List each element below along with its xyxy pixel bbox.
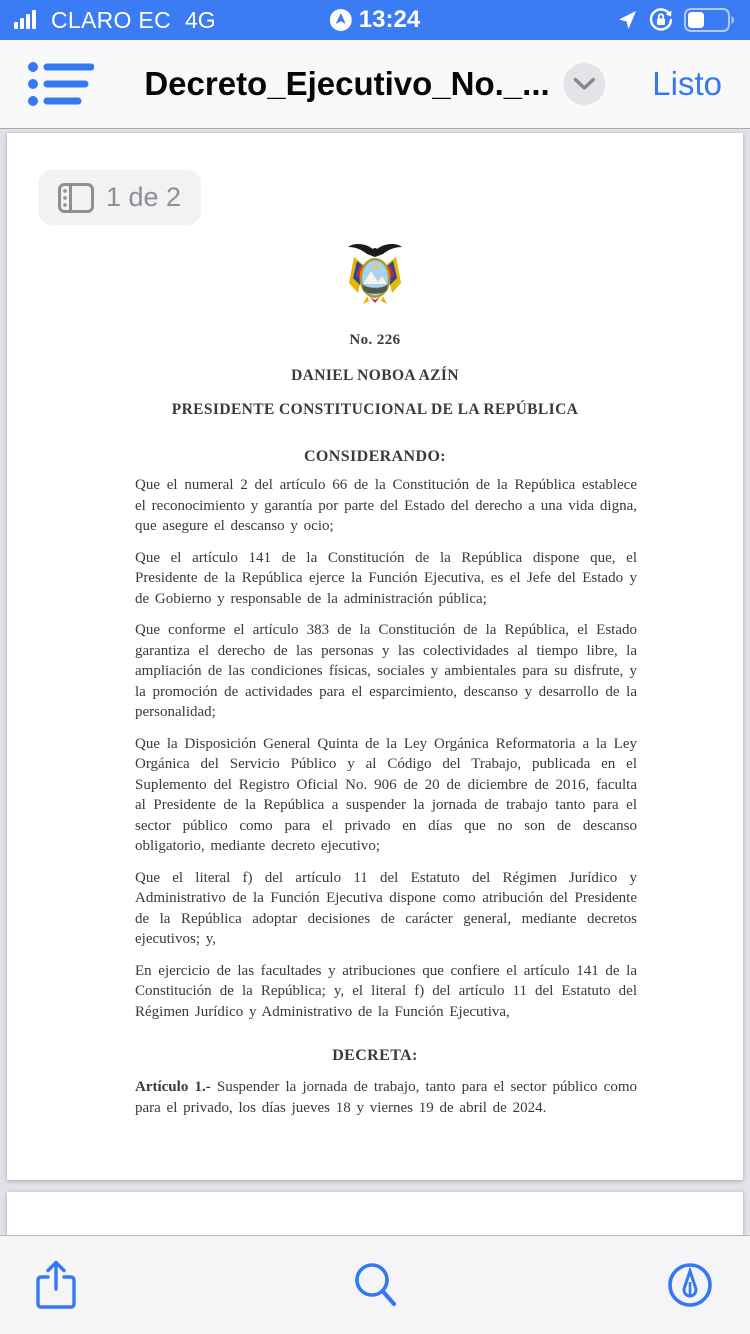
ecuador-coat-of-arms <box>7 133 743 316</box>
document-title: Decreto_Ejecutivo_No._... <box>144 65 550 102</box>
share-icon <box>35 1259 77 1311</box>
decree-number: No. 226 <box>349 332 401 348</box>
considerando-paragraph: Que conforme el artículo 383 de la Constitución de la República, el Estado garantiza el derecho de las personas y las colectividades al tiempo libre, la ampliación de las condiciones físicas, sociales y ambientales para su disfrute, y la promoción de actividades para el esparcimiento, descanso y desarrollo de la personalidad; <box>135 622 637 720</box>
done-button[interactable]: Listo <box>652 65 722 102</box>
share-button[interactable] <box>26 1255 86 1315</box>
orientation-lock-icon <box>648 7 674 33</box>
decreta-heading: DECRETA: <box>332 1047 418 1064</box>
considerando-heading: CONSIDERANDO: <box>303 448 447 465</box>
list-bullet-button[interactable] <box>28 59 94 109</box>
considerando-paragraph: Que el literal f) del artículo 11 del Estatuto del Régimen Jurídico y Administrativo de la Función Ejecutiva dispone como atribución del Presidente de la República adoptar decisiones de carácter general, mediante decretos ejecutivos; y, <box>135 869 637 947</box>
considerando-paragraph: Que el numeral 2 del artículo 66 de la Constitución de la República establece el reconocimiento y garantía por parte del Estado del derecho a una vida digna, que asegure el descanso y ocio; <box>135 477 637 534</box>
considerando-paragraph: En ejercicio de las facultades y atribuciones que confiere el artículo 141 de la Constitución de la República; y, el literal f) del artículo 11 del Estatuto del Régimen Jurídico y Administrativo de la Función Ejecutiva, <box>135 962 637 1020</box>
bottom-toolbar <box>0 1235 750 1334</box>
status-bar <box>0 0 750 40</box>
document-viewer[interactable] <box>0 130 750 1235</box>
markup-button[interactable] <box>660 1255 720 1315</box>
battery-icon <box>684 8 736 32</box>
decree-body <box>135 475 637 1022</box>
location-arrow-icon <box>616 9 638 31</box>
search-button[interactable] <box>345 1255 405 1315</box>
considerando-paragraph: Que la Disposición General Quinta de la Ley Orgánica Reformatoria a la Ley Orgánica del Servicio Público y al Código del Trabajo, publicada en el Suplemento del Registro Oficial No. 906 de 20 de diciembre de 2016, faculta al Presidente de la República a suspender la jornada de trabajo tanto para el sector público como para el privado en días que no son de descanso obligatorio, mediante decreto ejecutivo; <box>135 735 637 854</box>
decree-author: DANIEL NOBOA AZÍN <box>291 367 459 384</box>
list-bullet-icon <box>28 59 94 109</box>
nav-bar <box>0 40 750 129</box>
decree-author-title: PRESIDENTE CONSTITUCIONAL DE LA REPÚBLICA <box>171 401 579 418</box>
articulo-1-label: Artículo 1.- <box>135 1079 211 1095</box>
search-icon <box>352 1261 398 1309</box>
markup-icon <box>667 1262 713 1308</box>
considerando-paragraph: Que el artículo 141 de la Constitución de la República dispone que, el Presidente de la República ejerce la Función Ejecutiva, es el Jefe del Estado y de Gobierno y responsable de la administración pública; <box>135 549 637 607</box>
document-title-menu[interactable] <box>144 63 605 105</box>
document-page-2 <box>7 1192 743 1235</box>
page-indicator-label: 1 de 2 <box>106 182 182 212</box>
carrier-label: CLARO EC <box>51 6 171 33</box>
clock-label: 13:24 <box>358 6 421 33</box>
chevron-down-icon <box>574 77 596 91</box>
title-chevron-button[interactable] <box>564 63 606 105</box>
decree-document <box>7 133 743 1180</box>
navigation-active-icon <box>330 9 352 31</box>
document-page-1 <box>7 133 743 1180</box>
signal-bars-icon <box>14 10 41 30</box>
articulo-1-paragraph <box>135 1077 637 1118</box>
articulo-1-text: Suspender la jornada de trabajo, tanto para el sector público como para el privado, los días jueves 18 y viernes 19 de abril de 2024. <box>135 1079 637 1116</box>
network-type-label: 4G <box>184 6 216 33</box>
